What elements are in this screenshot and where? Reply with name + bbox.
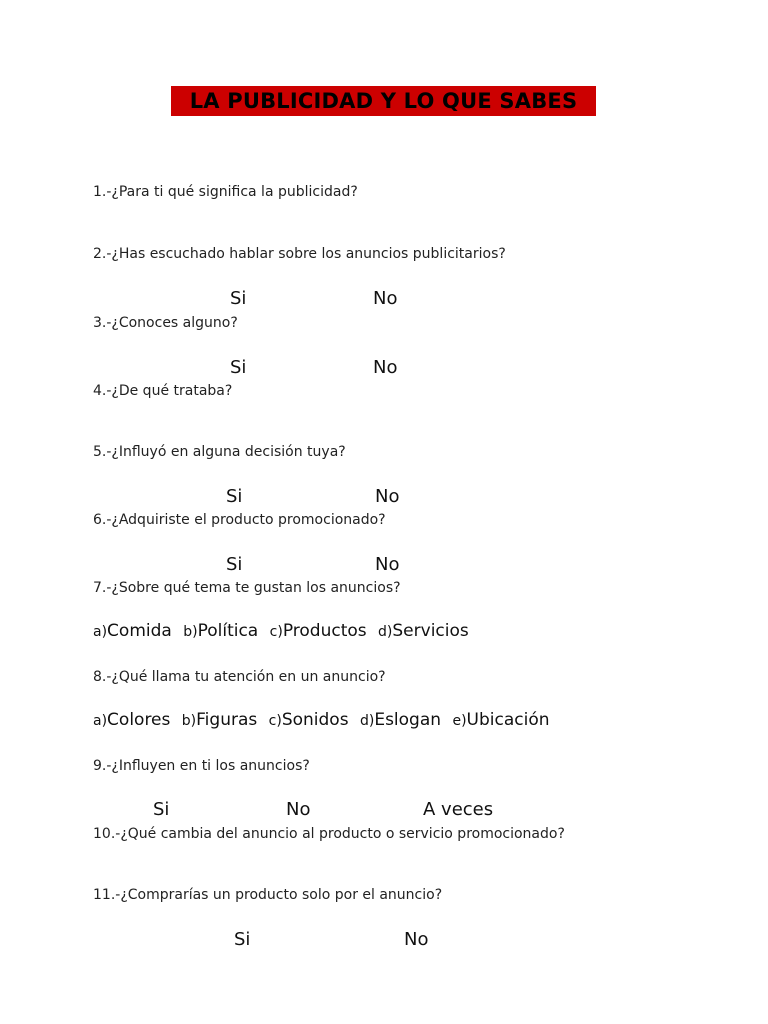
q11-option-si: Si bbox=[234, 929, 251, 950]
q11-option-no: No bbox=[404, 929, 429, 950]
document-title: LA PUBLICIDAD Y LO QUE SABES bbox=[171, 86, 596, 116]
q8-choice-e: e)Ubicación bbox=[452, 710, 550, 730]
question-3: 3.-¿Conoces alguno? bbox=[93, 315, 238, 331]
question-9: 9.-¿Influyen en ti los anuncios? bbox=[93, 758, 310, 774]
q2-option-si: Si bbox=[230, 288, 247, 309]
q5-option-si: Si bbox=[226, 486, 243, 507]
question-4: 4.-¿De qué trataba? bbox=[93, 383, 233, 399]
q8-choice-b: b)Figuras bbox=[181, 710, 258, 730]
q8-choice-c: c)Sonidos bbox=[268, 710, 349, 730]
question-11: 11.-¿Comprarías un producto solo por el anuncio? bbox=[93, 887, 443, 903]
q6-option-si: Si bbox=[226, 554, 243, 575]
question-5: 5.-¿Influyó en alguna decisión tuya? bbox=[93, 444, 346, 460]
question-1: 1.-¿Para ti qué significa la publicidad? bbox=[93, 184, 358, 200]
question-8: 8.-¿Qué llama tu atención en un anuncio? bbox=[93, 669, 386, 685]
q7-choice-b: b)Política bbox=[183, 621, 259, 641]
q3-option-no: No bbox=[373, 357, 398, 378]
question-2: 2.-¿Has escuchado hablar sobre los anuncios publicitarios? bbox=[93, 246, 506, 262]
q9-option-a-veces: A veces bbox=[423, 799, 494, 820]
q7-choice-c: c)Productos bbox=[269, 621, 367, 641]
q9-option-si: Si bbox=[153, 799, 170, 820]
q9-option-no: No bbox=[286, 799, 311, 820]
q6-option-no: No bbox=[375, 554, 400, 575]
q8-choice-d: d)Eslogan bbox=[359, 710, 442, 730]
q8-choices bbox=[93, 710, 556, 730]
q7-choice-d: d)Servicios bbox=[378, 621, 469, 641]
q5-option-no: No bbox=[375, 486, 400, 507]
q8-choice-a: a)Colores bbox=[93, 710, 171, 730]
q2-option-no: No bbox=[373, 288, 398, 309]
question-6: 6.-¿Adquiriste el producto promocionado? bbox=[93, 512, 386, 528]
q7-choice-a: a)Comida bbox=[93, 621, 172, 641]
q3-option-si: Si bbox=[230, 357, 247, 378]
question-7: 7.-¿Sobre qué tema te gustan los anuncios? bbox=[93, 580, 401, 596]
question-10: 10.-¿Qué cambia del anuncio al producto o servicio promocionado? bbox=[93, 826, 565, 842]
q7-choices bbox=[93, 621, 475, 641]
